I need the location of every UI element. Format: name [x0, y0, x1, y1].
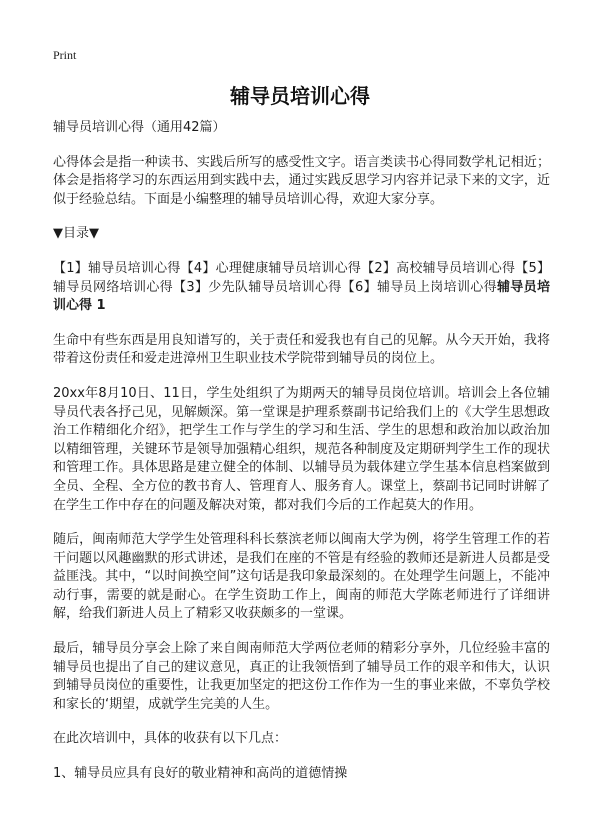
toc-item-4[interactable]: 【4】心理健康辅导员培训心得 — [180, 260, 362, 276]
toc-item-2[interactable]: 【2】高校辅导员培训心得 — [361, 260, 516, 276]
toc-item-5[interactable]: 【5】辅导员网络培训心得 — [53, 260, 550, 295]
document-body — [53, 119, 550, 800]
intro-paragraph: 心得体会是指一种读书、实践后所写的感受性文字。语言类读书心得同数学札记相近；体会是指将学习的东西运用到实践中去，通过实践反思学习内容并记录下来的文字，近似于经验总结。下面是小编整理的辅导员培训心得，欢迎大家分享。 — [53, 154, 550, 207]
toc-item-6[interactable]: 【6】辅导员上岗培训心得 — [341, 279, 497, 295]
page-title: 辅导员培训心得 — [230, 84, 370, 108]
document-subtitle: 辅导员培训心得（通用42篇） — [53, 120, 226, 135]
toc-item-3[interactable]: 【3】少先队辅导员培训心得 — [173, 279, 342, 295]
body-paragraph: 生命中有些东西是用良知谱写的，关于责任和爱我也有自己的见解。从今天开始，我将带着这份责任和爱走进漳州卫生职业技术学院带到辅导员的岗位上。 — [53, 332, 550, 367]
toc-label: ▼目录▼ — [53, 226, 99, 242]
body-paragraph: 随后，闽南师范大学学生处管理科科长蔡滨老师以闽南大学为例，将学生管理工作的若干问题以风趣幽默的形式讲述，是我们在座的不管是有经验的教师还是新进人员都是受益匪浅。其中，“以时间换空间”这句话是我印象最深刻的。在处理学生问题上，不能冲动行事，需要的就是耐心。在学生资助工作上，闽南的师范大学陈老师进行了详细讲解，给我们新进人员上了精彩又收获颇多的一堂课。 — [53, 532, 550, 622]
body-paragraph: 20xx年8月10日、11日，学生处组织了为期两天的辅导员岗位培训。培训会上各位辅导员代表各抒己见，见解颇深。第一堂课是护理系蔡副书记给我们上的《大学生思想政治工作精细化介绍》，把学生工作与学生的学习和生活、学生的思想和政治加以政治加以精细管理，关键环节是领导加强精心组织，规范各种制度及定期研判学生工作的现状和管理工作。具体思路是建立健全的体制、以辅导员为载体建立学生基本信息档案做到全员、全程、全方位的教书育人、管理育人、服务育人。课堂上，蔡副书记同时讲解了在学生工作中存在的问题及解决对策，都对我们今后的工作起莫大的作用。 — [53, 385, 550, 513]
body-paragraph: 1、辅导员应具有良好的敬业精神和高尚的道德情操 — [53, 766, 348, 782]
print-link[interactable]: Print — [53, 48, 77, 62]
toc-item-1[interactable]: 【1】辅导员培训心得 — [53, 260, 181, 276]
body-paragraph: 最后，辅导员分享会上除了来自闽南师范大学两位老师的精彩分享外，几位经验丰富的辅导员也提出了自己的建议意见，真正的让我领悟到了辅导员工作的艰辛和伟大，认识到辅导员岗位的重要性，让我更加坚定的把这份工作作为一生的事业来做，不辜负学校和家长的‘期望，成就学生完美的人生。 — [53, 641, 550, 712]
body-paragraph: 在此次培训中，具体的收获有以下几点： — [53, 731, 288, 747]
section-heading: 辅导员培训心得 1 — [53, 279, 550, 314]
table-of-contents — [53, 260, 550, 316]
